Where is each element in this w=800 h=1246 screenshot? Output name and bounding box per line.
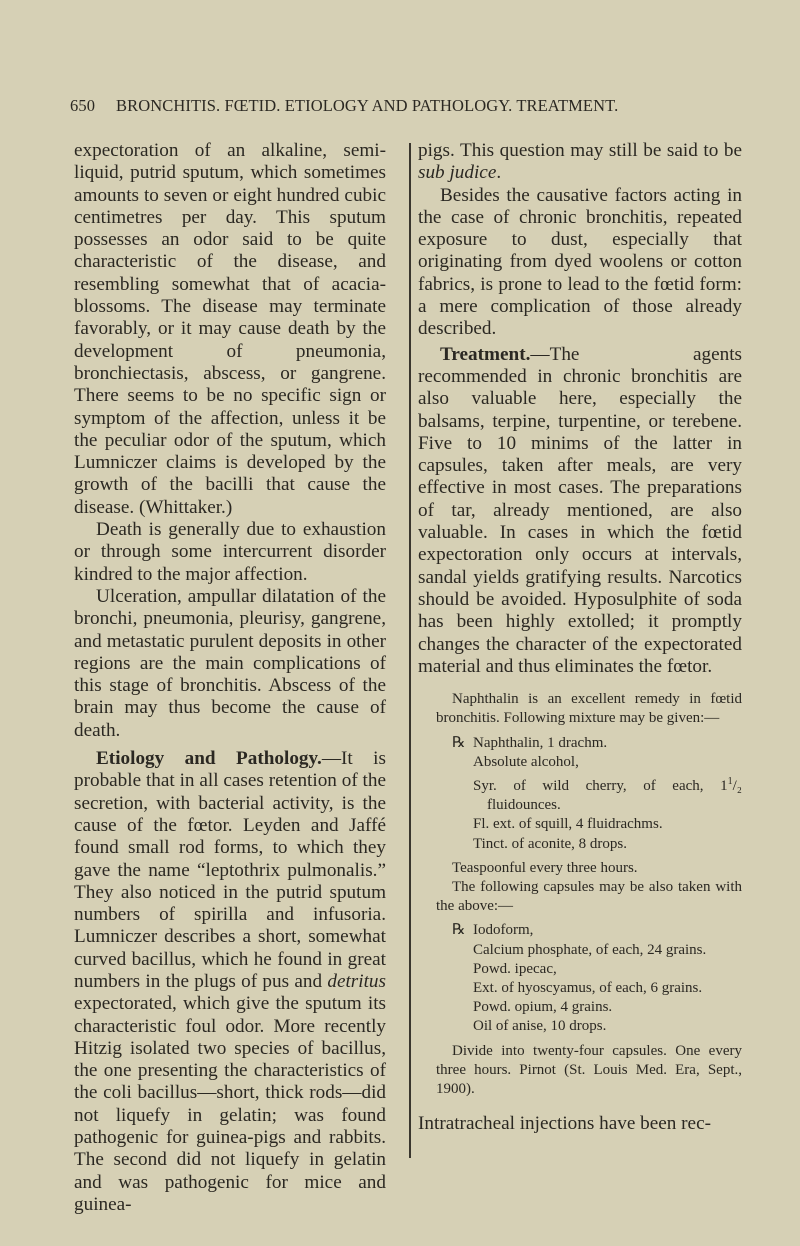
column-divider: [409, 143, 411, 1158]
paragraph-complications: Ulceration, ampullar dilatation of the bronchi, pneumonia, pleurisy, gangrene, and metastatic purulent deposits in other regions are the main complications of this stage of bronchitis. Abscess of the brain may thus become the cause of death.: [74, 585, 386, 741]
section-heading-treatment: Treatment.: [440, 343, 531, 365]
prescription-line: Tinct. of aconite, 8 drops.: [473, 835, 628, 852]
paragraph-causative-factors: Besides the causative factors acting in the case of chronic bronchitis, repeated exposure to dust, especially that originating from dyed woolens or cotton fabrics, is prone to lead to the fœtid form: a mere complication of those already described.: [418, 184, 742, 340]
prescription-line: Absolute alcohol,: [473, 753, 579, 770]
running-head: [70, 96, 750, 116]
dosage-instruction: Teaspoonful every three hours.: [452, 859, 638, 876]
note-intro: Naphthalin is an excellent remedy in fœtid bronchitis. Following mixture may be given:—: [436, 691, 742, 727]
prescription-line: Oil of anise, 10 drops.: [473, 1018, 607, 1035]
paragraph-prognosis: expectoration of an alkaline, semi-liquid, putrid sputum, which sometimes amounts to seven or eight hundred cubic centimetres per day. This sputum possesses an odor said to be quite characteristic of the disease, and resembling somewhat that of acacia-blossoms. The disease may terminate favorably, or it may cause death by the development of pneumonia, bronchiectasis, abscess, or gangrene. There seems to be no specific sign or symptom of the affection, unless it be the peculiar odor of the sputum, which Lumniczer claims is developed by the growth of the bacilli that cause the disease. (Whittaker.): [74, 140, 386, 518]
right-column: [418, 140, 742, 1135]
prescription-1-first: ℞ Naphthalin, 1 drachm.: [452, 734, 742, 753]
prescription-line: Powd. opium, 4 grains.: [473, 999, 613, 1016]
prescription-line: Ext. of hyoscyamus, of each, 6 grains.: [473, 979, 703, 996]
prescription-line: Fl. ext. of squill, 4 fluidrachms.: [473, 816, 663, 833]
capsule-directions: Divide into twenty-four capsules. One every three hours. Pirnot (St. Louis Med. Era, Sept., 1900).: [436, 1042, 742, 1097]
paragraph-death: Death is generally due to exhaustion or through some intercurrent disorder kindred to the major affection.: [74, 519, 386, 585]
recipe-symbol-icon: ℞: [452, 922, 466, 939]
left-column: [74, 140, 386, 1216]
paragraph-etiology: Etiology and Pathology.—It is probable that in all cases retention of the secretion, with bacterial activity, is the cause of the fœtor. Leyden and Jaffé found small rod forms, to which they gave the name “leptothrix pulmonalis.” They also noticed in the putrid sputum numbers of spirilla and infusoria. Lumniczer describes a short, somewhat curved bacillus, which he found in great numbers in the plugs of pus and detritus expectorated, which give the sputum its characteristic foul odor. More recently Hitzig isolated two species of bacillus, the one presenting the characteristics of the coli bacillus—short, thick rods—did not liquefy in gelatin; was found pathogenic for guinea-pigs and rabbits. The second did not liquefy in gelatin and was pathogenic for mice and guinea-: [74, 748, 386, 1215]
page-number: 650: [70, 96, 96, 115]
prescription-line: Syr. of wild cherry, of each, $1^1/_2$ fluidounces.: [473, 775, 742, 814]
running-head-title: BRONCHITIS. FŒTID. ETIOLOGY AND PATHOLOGY. TREATMENT.: [116, 96, 619, 115]
paragraph-treatment: Treatment.—The agents recommended in chronic bronchitis are also valuable here, especially the balsams, terpine, turpentine, or terebene. Five to 10 minims of the latter in capsules, taken after meals, are very effective in most cases. The preparations of tar, already mentioned, are also valuable. In cases in which the fœtid expectoration only occurs at intervals, sandal yields gratifying results. Narcotics should be avoided. Hyposulphite of soda has been highly extolled; it promptly changes the character of the expectorated material and thus eliminates the fœtor.: [418, 343, 742, 677]
prescription-2-first: ℞ Iodoform,: [452, 921, 742, 940]
paragraph-intratracheal: Intratracheal injections have been rec-: [418, 1113, 711, 1135]
section-heading-etiology: Etiology and Pathology.: [96, 748, 322, 770]
paragraph-sub-judice: pigs. This question may still be said to be sub judice.: [418, 140, 742, 184]
prescription-note: [436, 690, 742, 1099]
prescription-line: Calcium phosphate, of each, 24 grains.: [473, 941, 707, 958]
recipe-symbol-icon: ℞: [452, 734, 466, 751]
prescription-line: Powd. ipecac,: [473, 960, 557, 977]
capsules-intro: The following capsules may be also taken with the above:—: [436, 878, 742, 915]
